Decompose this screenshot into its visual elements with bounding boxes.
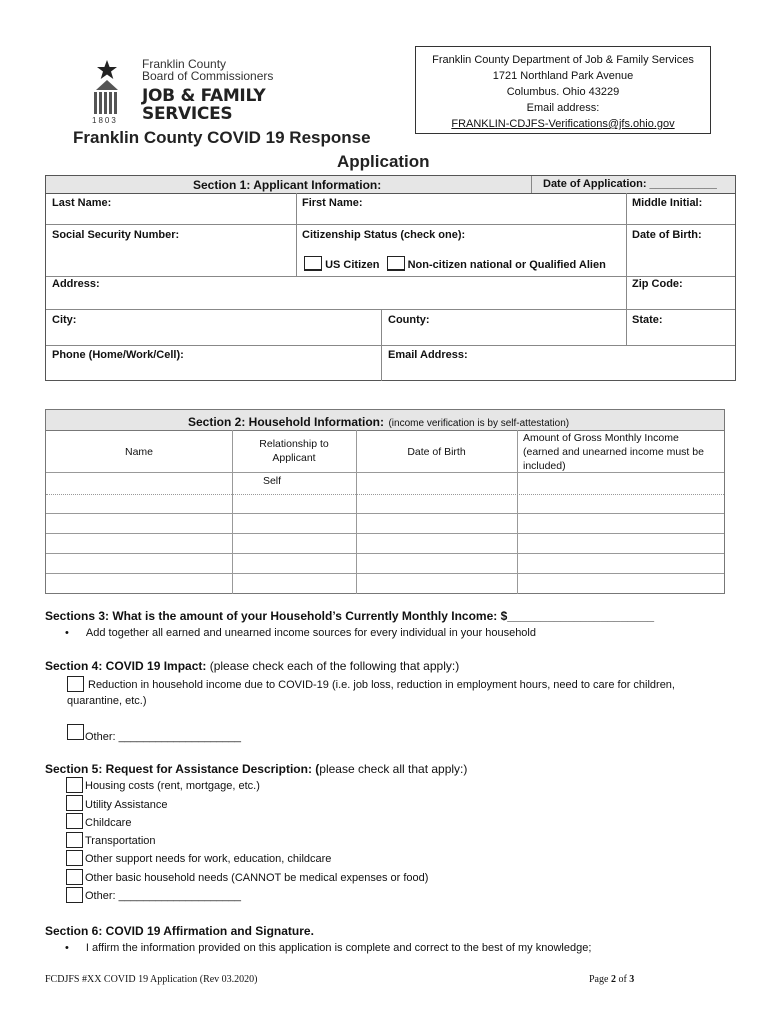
- citizenship-status-label: Citizenship Status (check one):: [302, 229, 466, 241]
- section4-heading-rest: (please check each of the following that apply:): [206, 659, 460, 673]
- section6-bullet: [65, 942, 591, 954]
- section3-bullet-text: Add together all earned and unearned income sources for every individual in your household: [85, 627, 536, 639]
- bullet-icon: •: [65, 942, 69, 954]
- logo-line2: Board of Commissioners: [142, 69, 274, 83]
- citizenship-options: [304, 256, 606, 271]
- us-citizen-label: US Citizen: [325, 259, 380, 271]
- section6-heading: Section 6: COVID 19 Affirmation and Signature.: [45, 924, 314, 938]
- us-citizen-checkbox[interactable]: [304, 256, 322, 271]
- agency-address-box: [415, 46, 711, 134]
- section1-table: [45, 175, 736, 381]
- section3-heading: [45, 609, 654, 623]
- income-reduction-label-line2: quarantine, etc.): [67, 695, 147, 707]
- transportation-label: Transportation: [85, 835, 156, 847]
- section2-heading-note: (income verification is by self-attestation): [388, 418, 570, 429]
- impact-other-field[interactable]: Other: ____________________: [85, 731, 241, 743]
- ssn-field[interactable]: Social Security Number:: [52, 229, 180, 241]
- address-line-3: Columbus. Ohio 43229: [506, 86, 620, 98]
- building-columns-icon: [90, 80, 124, 116]
- col-header-income: [523, 431, 704, 473]
- childcare-checkbox[interactable]: [66, 813, 83, 829]
- non-citizen-checkbox[interactable]: [387, 256, 405, 271]
- col-header-name: Name: [124, 446, 153, 458]
- section4-heading-bold: Section 4: COVID 19 Impact:: [45, 659, 207, 673]
- address-field[interactable]: Address:: [52, 278, 100, 290]
- impact-other-checkbox[interactable]: [67, 724, 84, 740]
- state-field[interactable]: State:: [632, 314, 663, 326]
- county-field[interactable]: County:: [388, 314, 430, 326]
- logo-year: 1803: [92, 116, 118, 125]
- last-name-field[interactable]: Last Name:: [52, 197, 112, 209]
- childcare-label: Childcare: [85, 817, 132, 829]
- address-line-4: Email address:: [526, 102, 600, 114]
- logo-line1: Franklin County: [142, 57, 227, 71]
- star-icon: [96, 60, 118, 80]
- zip-code-field[interactable]: Zip Code:: [632, 278, 683, 290]
- section4-heading: [45, 659, 459, 673]
- col-header-dob: Date of Birth: [407, 446, 466, 458]
- utility-assistance-checkbox[interactable]: [66, 795, 83, 811]
- col-header-relationship-line2: Applicant: [272, 452, 316, 464]
- form-id: FCDJFS #XX COVID 19 Application (Rev 03.2020): [45, 974, 258, 985]
- email-address-field[interactable]: Email Address:: [388, 349, 468, 361]
- bullet-icon: •: [65, 627, 69, 639]
- address-line-2: 1721 Northland Park Avenue: [492, 70, 634, 82]
- housing-costs-checkbox[interactable]: [66, 777, 83, 793]
- section2-heading: [188, 413, 569, 431]
- col-header-income-line2: (earned and unearned income must be: [523, 446, 704, 458]
- other-support-label: Other support needs for work, education, childcare: [85, 853, 332, 865]
- logo: [90, 58, 290, 128]
- income-reduction-checkbox[interactable]: [67, 676, 84, 692]
- logo-jfs-line2: SERVICES: [142, 104, 233, 124]
- section5-heading-bold: Section 5: Request for Assistance Description: (: [45, 762, 320, 776]
- col-header-income-line1: Amount of Gross Monthly Income: [523, 432, 679, 444]
- date-of-birth-field[interactable]: Date of Birth:: [632, 229, 702, 241]
- non-citizen-label: Non-citizen national or Qualified Alien: [407, 259, 606, 271]
- logo-jfs-line1: JOB & FAMILY: [142, 86, 266, 106]
- form-title-line1: Franklin County COVID 19 Response: [73, 128, 371, 147]
- section5-heading: [45, 762, 467, 776]
- assistance-other-field[interactable]: Other: ____________________: [85, 890, 241, 902]
- other-support-checkbox[interactable]: [66, 850, 83, 866]
- section5-heading-rest: please check all that apply:): [319, 762, 468, 776]
- transportation-checkbox[interactable]: [66, 832, 83, 848]
- page-prefix: Page: [589, 974, 611, 985]
- page-number: [589, 974, 634, 985]
- basic-needs-checkbox[interactable]: [66, 869, 83, 885]
- section1-heading: Section 1: Applicant Information:: [193, 178, 382, 192]
- housing-costs-label: Housing costs (rent, mortgage, etc.): [85, 780, 260, 792]
- household-income-field[interactable]: : $______________________: [493, 609, 655, 623]
- page-total: 3: [629, 974, 635, 985]
- col-header-income-line3: included): [523, 460, 566, 472]
- assistance-other-checkbox[interactable]: [66, 887, 83, 903]
- form-title-line2: Application: [337, 152, 430, 171]
- row1-relationship-self: Self: [262, 475, 282, 487]
- col-header-relationship: [232, 437, 356, 465]
- first-name-field[interactable]: First Name:: [302, 197, 363, 209]
- basic-needs-label: Other basic household needs (CANNOT be medical expenses or food): [85, 872, 429, 884]
- utility-assistance-label: Utility Assistance: [85, 799, 168, 811]
- page-of: of: [615, 974, 630, 985]
- col-header-relationship-line1: Relationship to: [259, 438, 329, 450]
- page-current: 2: [610, 974, 616, 985]
- middle-initial-field[interactable]: Middle Initial:: [632, 197, 703, 209]
- city-field[interactable]: City:: [52, 314, 77, 326]
- income-reduction-label-line1: Reduction in household income due to COVID-19 (i.e. job loss, reduction in employment hours, need to care for children,: [88, 679, 675, 691]
- section6-bullet-text: I affirm the information provided on this application is complete and correct to the best of my knowledge;: [85, 942, 592, 954]
- agency-email-link[interactable]: FRANKLIN-CDJFS-Verifications@jfs.ohio.gov: [451, 118, 675, 130]
- section2-table: [45, 409, 725, 594]
- date-of-application-field[interactable]: Date of Application: ___________: [543, 178, 717, 190]
- address-line-1: Franklin County Department of Job & Family Services: [432, 54, 694, 66]
- section2-heading-text: Section 2: Household Information:: [188, 415, 385, 429]
- section3-bullet: [65, 627, 536, 639]
- section3-heading-text: Sections 3: What is the amount of your Household’s Currently Monthly Income: [45, 609, 494, 623]
- phone-field[interactable]: Phone (Home/Work/Cell):: [52, 349, 184, 361]
